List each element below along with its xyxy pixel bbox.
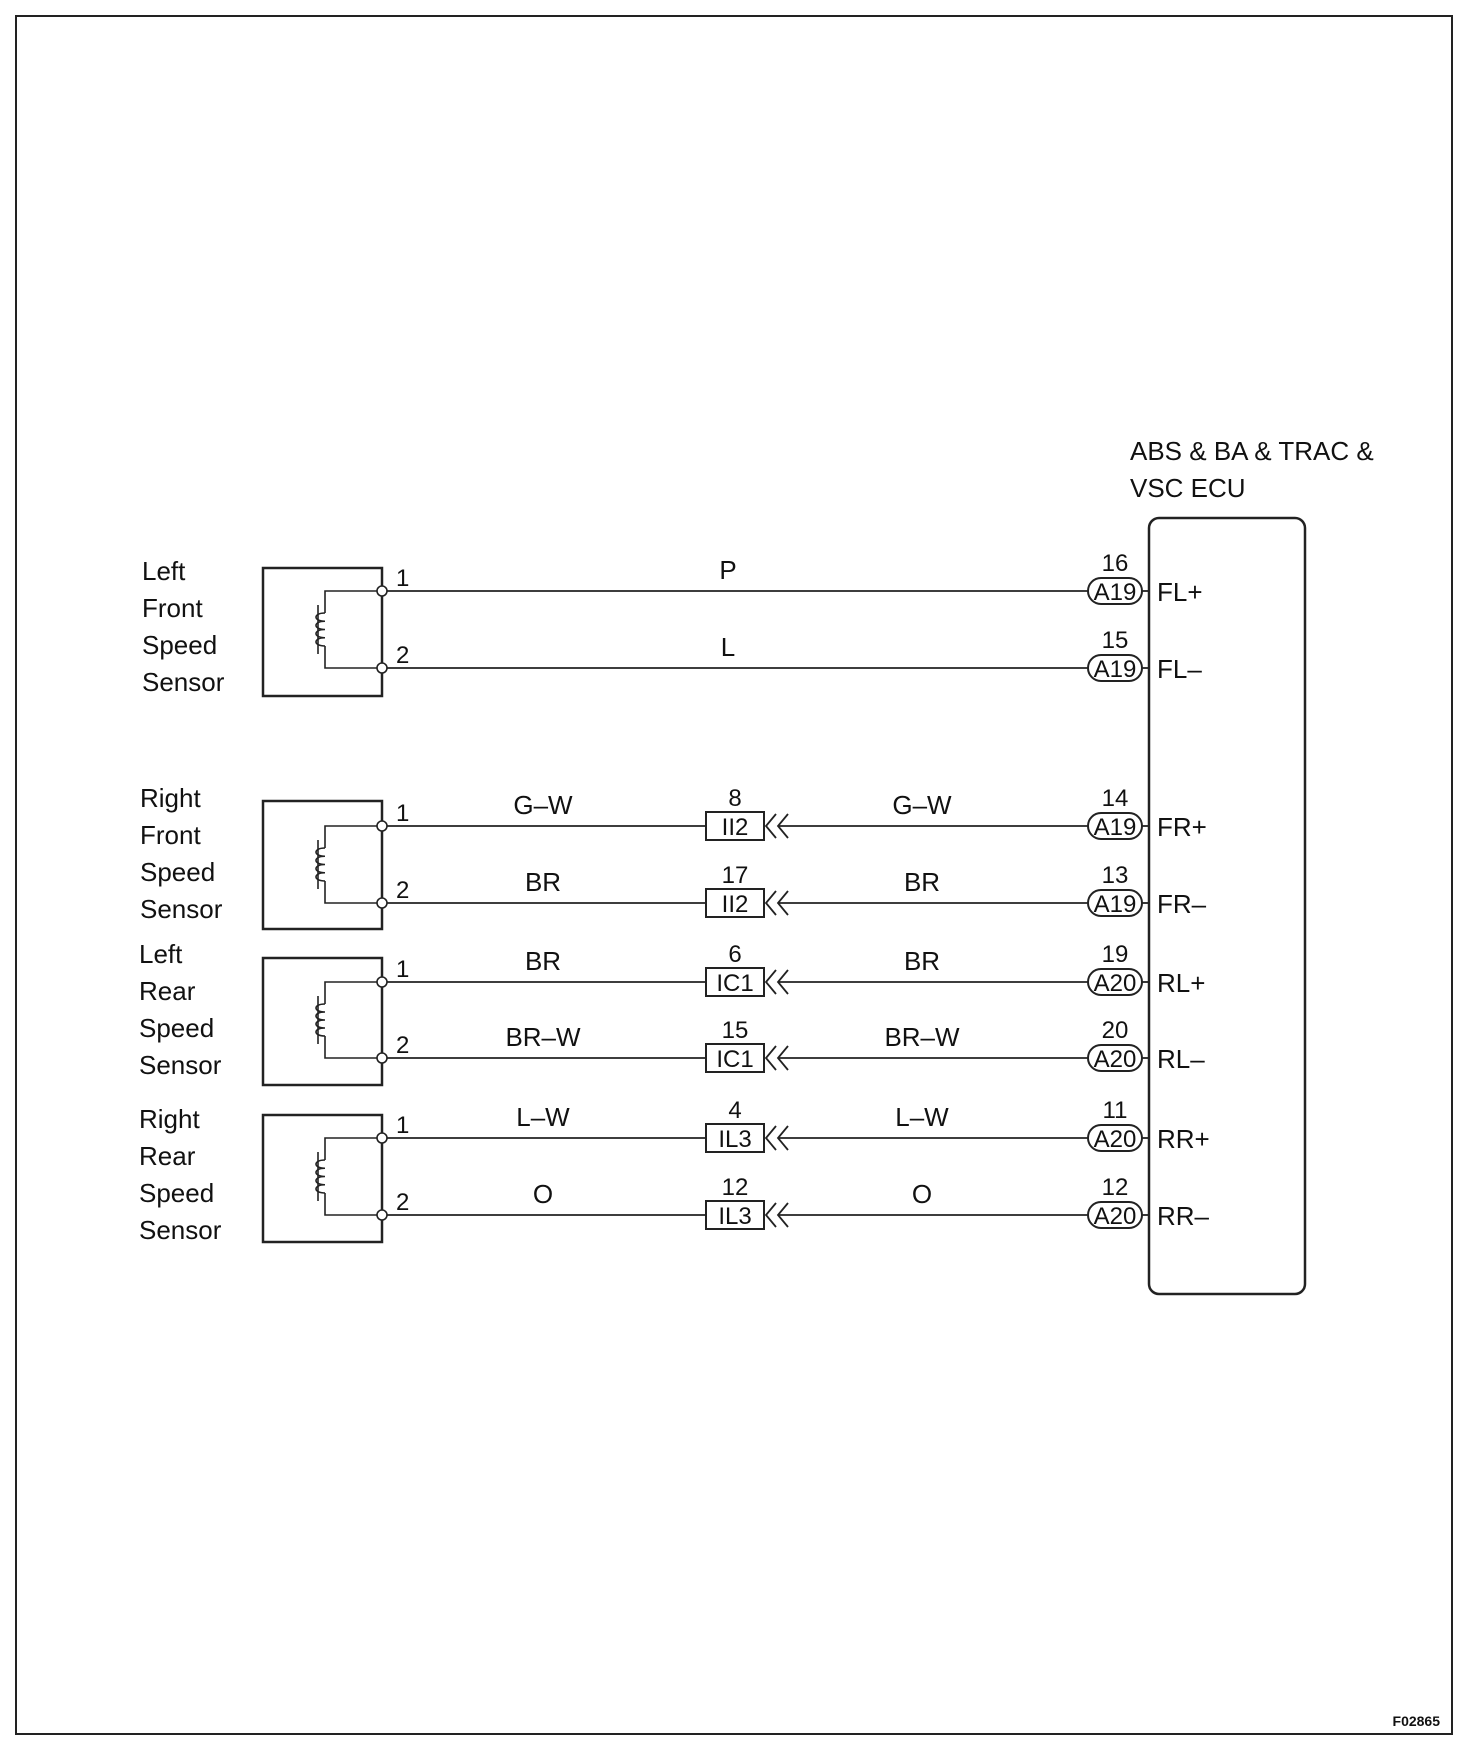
ecu-title-line2: VSC ECU — [1130, 473, 1246, 503]
wire-color-label: P — [719, 555, 737, 585]
connector-chevron-icon — [766, 1203, 776, 1227]
sensor-label-line: Speed — [139, 1013, 215, 1043]
sensor-label-line: Speed — [140, 857, 216, 887]
ecu-signal-label: RR+ — [1157, 1124, 1210, 1154]
wire-color-label: BR–W — [884, 1022, 960, 1052]
sensor-inner-wire — [325, 1138, 382, 1160]
wire-color-label: L–W — [516, 1102, 570, 1132]
sensor-pin-number: 2 — [396, 1032, 410, 1059]
sensor-label-line: Speed — [139, 1178, 215, 1208]
wire-color-label: O — [911, 1179, 933, 1209]
wire-color-label: O — [532, 1179, 554, 1209]
sensor-inner-wire — [325, 646, 382, 668]
ecu-connector-code: A20 — [1093, 1046, 1137, 1073]
ecu-connector-code: A19 — [1093, 656, 1137, 683]
sensor-inner-wire — [325, 982, 382, 1004]
junction-connector-code: II2 — [721, 814, 749, 841]
junction-connector-code: IL3 — [718, 1126, 752, 1153]
ecu-pin-number: 13 — [1101, 862, 1129, 889]
sensor-label-line: Front — [142, 593, 203, 623]
sensor-label-line: Sensor — [139, 1215, 222, 1245]
ecu-connector-code: A20 — [1093, 1126, 1137, 1153]
junction-connector-code: II2 — [721, 891, 749, 918]
ecu-signal-label: FR– — [1157, 889, 1207, 919]
sensor-pin-number: 1 — [396, 1112, 410, 1139]
ecu-pin-number: 16 — [1101, 550, 1129, 577]
ecu-connector-code: A20 — [1093, 1203, 1137, 1230]
ecu-pin-number: 15 — [1101, 627, 1129, 654]
junction-pin-number: 12 — [721, 1174, 749, 1201]
sensor-label-line: Sensor — [142, 667, 225, 697]
wire-color-label: BR — [903, 867, 941, 897]
wire-color-label: G–W — [513, 790, 573, 820]
junction-connector-code: IC1 — [716, 1046, 754, 1073]
junction-connector-code: IC1 — [716, 970, 754, 997]
sensor-right-rear — [139, 1097, 1210, 1245]
sensor-label-line: Left — [142, 556, 186, 586]
connector-chevron-icon — [766, 891, 776, 915]
junction-connector-code: IL3 — [718, 1203, 752, 1230]
junction-pin-number: 8 — [728, 785, 742, 812]
junction-pin-number: 4 — [728, 1097, 742, 1124]
sensor-label-line: Rear — [139, 976, 196, 1006]
terminal-dot — [377, 586, 387, 596]
terminal-dot — [377, 821, 387, 831]
wire-color-label: G–W — [892, 790, 952, 820]
sensor-pin-number: 1 — [396, 565, 410, 592]
sensor-label-line: Sensor — [139, 1050, 222, 1080]
sensor-label-line: Front — [140, 820, 201, 850]
ecu-title-line1: ABS & BA & TRAC & — [1130, 436, 1374, 466]
ecu-pin-number: 14 — [1101, 785, 1129, 812]
figure-code: F02865 — [1392, 1713, 1440, 1729]
ecu-connector-code: A19 — [1093, 814, 1137, 841]
ecu-connector-code: A20 — [1093, 970, 1137, 997]
terminal-dot — [377, 1133, 387, 1143]
sensor-pin-number: 1 — [396, 956, 410, 983]
ecu-pin-number: 12 — [1101, 1174, 1129, 1201]
ecu-signal-label: RR– — [1157, 1201, 1210, 1231]
junction-pin-number: 17 — [721, 862, 749, 889]
sensor-inner-wire — [325, 1036, 382, 1058]
ecu-signal-label: FL– — [1157, 654, 1202, 684]
sensor-label-line: Sensor — [140, 894, 223, 924]
wire-color-label: BR — [524, 867, 562, 897]
ecu-signal-label: FL+ — [1157, 577, 1203, 607]
sensor-box — [263, 568, 382, 696]
ecu-connector-code: A19 — [1093, 579, 1137, 606]
sensor-inner-wire — [325, 881, 382, 903]
sensor-box — [263, 958, 382, 1085]
sensor-pin-number: 1 — [396, 800, 410, 827]
junction-pin-number: 6 — [728, 941, 742, 968]
terminal-dot — [377, 977, 387, 987]
wire-color-label: L–W — [895, 1102, 949, 1132]
ecu-connector-code: A19 — [1093, 891, 1137, 918]
sensor-inner-wire — [325, 591, 382, 613]
ecu-signal-label: RL– — [1157, 1044, 1205, 1074]
sensor-label-line: Right — [139, 1104, 200, 1134]
terminal-dot — [377, 1053, 387, 1063]
sensor-inner-wire — [325, 826, 382, 848]
ecu-pin-number: 19 — [1101, 941, 1129, 968]
wire-color-label: BR — [524, 946, 562, 976]
ecu-pin-number: 11 — [1102, 1097, 1128, 1124]
sensor-pin-number: 2 — [396, 642, 410, 669]
wire-color-label: L — [720, 632, 736, 662]
sensor-box — [263, 1115, 382, 1242]
wire-color-label: BR — [903, 946, 941, 976]
junction-pin-number: 15 — [721, 1017, 749, 1044]
connector-chevron-icon — [766, 814, 776, 838]
terminal-dot — [377, 898, 387, 908]
sensor-pin-number: 2 — [396, 1189, 410, 1216]
ecu-signal-label: RL+ — [1157, 968, 1206, 998]
sensor-right-front — [140, 783, 1207, 929]
sensor-label-line: Right — [140, 783, 201, 813]
sensor-label-line: Speed — [142, 630, 218, 660]
sensor-label-line: Left — [139, 939, 183, 969]
connector-chevron-icon — [766, 970, 776, 994]
ecu-pin-number: 20 — [1101, 1017, 1129, 1044]
sensor-left-front — [142, 550, 1203, 697]
sensor-label-line: Rear — [139, 1141, 196, 1171]
connector-chevron-icon — [766, 1126, 776, 1150]
sensor-left-rear — [139, 939, 1205, 1085]
terminal-dot — [377, 663, 387, 673]
terminal-dot — [377, 1210, 387, 1220]
sensor-inner-wire — [325, 1193, 382, 1215]
connector-chevron-icon — [766, 1046, 776, 1070]
sensor-pin-number: 2 — [396, 877, 410, 904]
wire-color-label: BR–W — [505, 1022, 581, 1052]
ecu-signal-label: FR+ — [1157, 812, 1207, 842]
